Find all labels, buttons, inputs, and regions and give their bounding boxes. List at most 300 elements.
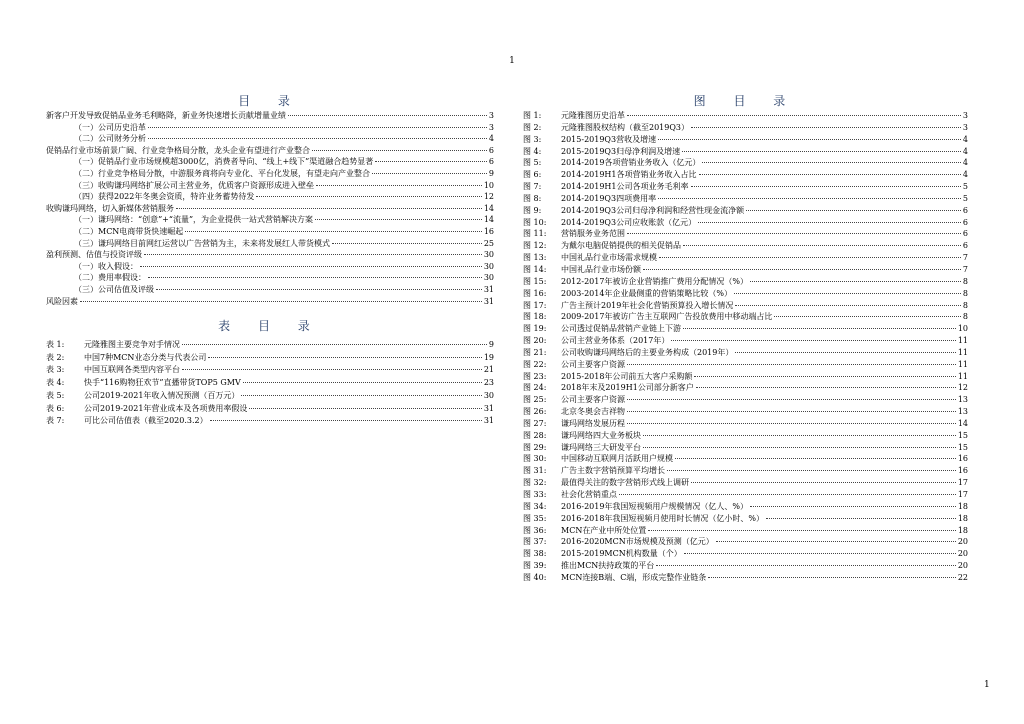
- toc-entry[interactable]: [46, 145, 494, 157]
- figure-entry-page: 6: [962, 217, 968, 227]
- figure-entry-page: 8: [962, 288, 968, 298]
- toc-entry[interactable]: [46, 203, 494, 215]
- figure-entry-label: 图 10:: [523, 217, 547, 227]
- figure-entry-label: 图 35:: [523, 513, 547, 523]
- dot-leader: [208, 357, 481, 358]
- figure-entry[interactable]: [523, 418, 968, 430]
- figure-entry-page: 16: [957, 454, 968, 464]
- figure-entry-label: 图 11:: [523, 229, 547, 239]
- dot-leader: [210, 420, 482, 421]
- dot-leader: [643, 435, 956, 436]
- dot-leader: [683, 245, 961, 246]
- table-entry-title: 中国7种MCN业态分类与代表公司: [84, 352, 207, 362]
- figure-entry[interactable]: [523, 465, 968, 477]
- figure-entry-title: 营销服务业务范围: [561, 229, 625, 239]
- toc-entry[interactable]: [46, 110, 494, 122]
- toc-entry[interactable]: [46, 249, 494, 261]
- figure-entry[interactable]: [523, 146, 968, 158]
- toc-entry-title: 收购谦玛网络，切入新媒体营销服务: [46, 203, 174, 213]
- toc-entry-title: （一）收入假设：: [74, 261, 138, 271]
- dot-leader: [658, 198, 961, 199]
- toc-entry[interactable]: [46, 156, 494, 168]
- toc-list: [46, 110, 494, 307]
- dot-leader: [375, 161, 487, 162]
- figure-entry[interactable]: [523, 181, 968, 193]
- toc-entry-title: （四）获得2022年冬奥会资质，特许业务蓄势待发: [74, 192, 255, 202]
- figure-entry[interactable]: [523, 513, 968, 525]
- figure-entry-page: 11: [957, 336, 968, 346]
- figure-entry-page: 7: [962, 253, 968, 263]
- figure-entry-page: 16: [957, 466, 968, 476]
- table-entry-title: 快手“116购物狂欢节”直播带货TOP5 GMV: [84, 378, 241, 388]
- toc-entry-page: 30: [483, 273, 494, 283]
- figure-entry-label: 图 15:: [523, 276, 547, 286]
- dot-leader: [256, 196, 481, 197]
- table-entry-label: 表 6:: [46, 403, 65, 413]
- figure-entry-title: 谦玛网络四大业务板块: [561, 430, 641, 440]
- figure-entry-title: 2014-2019各项营销业务收入（亿元）: [561, 158, 701, 168]
- figure-entry-label: 图 23:: [523, 371, 547, 381]
- dot-leader: [750, 506, 956, 507]
- toc-entry-page: 10: [483, 180, 494, 190]
- dot-leader: [148, 277, 482, 278]
- dot-leader: [156, 289, 482, 290]
- table-entry-label: 表 1:: [46, 340, 65, 350]
- table-entry[interactable]: [46, 364, 494, 377]
- figure-entry-label: 图 3:: [523, 134, 542, 144]
- figure-entry-page: 4: [962, 158, 968, 168]
- figure-entry-page: 18: [957, 525, 968, 535]
- table-entry-title: 中国互联网各类型内容平台: [84, 365, 180, 375]
- dot-leader: [627, 364, 956, 365]
- figure-entry[interactable]: [523, 252, 968, 264]
- figure-entry-title: 2009-2017年被访广告主互联网广告投放费用中移动端占比: [561, 312, 773, 322]
- figure-entry-title: 2015-2019Q3归母净利润及增速: [561, 146, 681, 156]
- dot-leader: [656, 565, 956, 566]
- figure-entry[interactable]: [523, 453, 968, 465]
- figure-entry-page: 4: [962, 146, 968, 156]
- figure-entry-title: 广告主数字营销预算平均增长: [561, 466, 665, 476]
- figure-entry-page: 8: [962, 312, 968, 322]
- toc-entry-title: （一）公司历史沿革: [74, 122, 146, 132]
- dot-leader: [683, 328, 956, 329]
- table-entry[interactable]: [46, 403, 494, 416]
- page-number-top: 1: [509, 56, 515, 66]
- toc-entry-page: 31: [483, 296, 494, 306]
- figure-list-heading: 图 目 录: [693, 94, 798, 108]
- figure-entry[interactable]: [523, 489, 968, 501]
- dot-leader: [696, 387, 956, 388]
- toc-entry[interactable]: [46, 122, 494, 134]
- dot-leader: [702, 162, 960, 163]
- figure-entry-title: 2014-2019Q3四项费用率: [561, 193, 657, 203]
- table-entry-label: 表 2:: [46, 352, 65, 362]
- figure-entry-page: 13: [957, 395, 968, 405]
- figure-entry-label: 图 8:: [523, 193, 542, 203]
- figure-entry-page: 13: [957, 407, 968, 417]
- figure-entry-label: 图 25:: [523, 395, 547, 405]
- dot-leader: [691, 127, 961, 128]
- figure-entry-label: 图 38:: [523, 549, 547, 559]
- dot-leader: [176, 208, 482, 209]
- figure-entry-page: 18: [957, 513, 968, 523]
- figure-entry-page: 5: [962, 193, 968, 203]
- figure-list: [523, 110, 968, 584]
- toc-entry[interactable]: [46, 272, 494, 284]
- toc-entry-page: 30: [483, 261, 494, 271]
- toc-entry-title: （一）谦玛网络：“创意”+“流量”，为企业提供一站式营销解决方案: [74, 215, 314, 225]
- toc-entry-title: （一）促销品行业市场规模超3000亿，消费者导向、“线上+线下”渠道融合趋势显著: [74, 157, 374, 167]
- table-list: [46, 339, 494, 428]
- toc-entry[interactable]: [46, 214, 494, 226]
- figure-entry-title: 中国礼品行业市场需求规模: [561, 253, 657, 263]
- figure-entry[interactable]: [523, 371, 968, 383]
- figure-entry-label: 图 22:: [523, 359, 547, 369]
- figure-entry[interactable]: [523, 382, 968, 394]
- toc-entry-page: 16: [483, 226, 494, 236]
- figure-entry-page: 6: [962, 205, 968, 215]
- figure-entry-page: 12: [957, 383, 968, 393]
- figure-entry-page: 11: [957, 347, 968, 357]
- toc-entry-page: 6: [488, 157, 494, 167]
- dot-leader: [372, 173, 487, 174]
- dot-leader: [144, 254, 482, 255]
- toc-entry[interactable]: [46, 261, 494, 273]
- toc-entry-title: （二）费用率假设：: [74, 273, 146, 283]
- figure-entry-page: 8: [962, 300, 968, 310]
- toc-entry-page: 31: [483, 284, 494, 294]
- figure-entry[interactable]: [523, 264, 968, 276]
- toc-entry-page: 30: [483, 250, 494, 260]
- figure-entry[interactable]: [523, 501, 968, 513]
- dot-leader: [734, 293, 961, 294]
- figure-entry-title: 公司主营业务体系（2017年）: [561, 336, 670, 346]
- figure-entry-label: 图 34:: [523, 501, 547, 511]
- figure-entry[interactable]: [523, 193, 968, 205]
- dot-leader: [627, 115, 961, 116]
- table-list-heading: 表 目 录: [218, 319, 322, 334]
- toc-entry[interactable]: [46, 168, 494, 180]
- table-entry[interactable]: [46, 352, 494, 365]
- figure-entry[interactable]: [523, 169, 968, 181]
- figure-entry-title: MCN在产业中所处位置: [561, 525, 647, 535]
- figure-entry[interactable]: [523, 276, 968, 288]
- figure-entry-page: 4: [962, 134, 968, 144]
- figure-entry-label: 图 18:: [523, 312, 547, 322]
- table-entry-title: 公司2019-2021年营业成本及各项费用率假设: [84, 403, 248, 413]
- dot-leader: [694, 376, 955, 377]
- figure-entry[interactable]: [523, 359, 968, 371]
- figure-entry-label: 图 33:: [523, 490, 547, 499]
- figure-entry[interactable]: [523, 323, 968, 335]
- dot-leader: [316, 185, 482, 186]
- table-entry-page: 9: [488, 340, 494, 350]
- dot-leader: [312, 150, 487, 151]
- figure-entry-label: 图 7:: [523, 182, 542, 192]
- dot-leader: [249, 408, 481, 409]
- dot-leader: [675, 458, 956, 459]
- figure-entry-title: 元隆雅图历史沿革: [561, 111, 625, 120]
- figure-entry-label: 图 14:: [523, 264, 547, 274]
- toc-entry[interactable]: [46, 180, 494, 192]
- figure-entry[interactable]: [523, 217, 968, 229]
- page-number-bottom: 1: [984, 680, 990, 690]
- figure-entry-page: 18: [957, 501, 968, 511]
- figure-entry-label: 图 20:: [523, 336, 547, 346]
- figure-entry-label: 图 24:: [523, 383, 547, 393]
- dot-leader: [243, 382, 482, 383]
- figure-entry-title: 2015-2019MCN机构数量（个）: [561, 549, 682, 559]
- figure-entry[interactable]: [523, 394, 968, 406]
- table-entry[interactable]: [46, 339, 494, 352]
- figure-entry-title: 2018年末及2019H1公司部分新客户: [561, 383, 694, 393]
- figure-entry[interactable]: [523, 134, 968, 146]
- dot-leader: [682, 151, 961, 152]
- figure-entry-title: 2003-2014年企业最侧重的营销策略比较（%）: [561, 288, 733, 298]
- dot-leader: [241, 395, 481, 396]
- figure-entry-page: 11: [957, 359, 968, 369]
- figure-entry-title: 2014-2019H1各项营销业务收入占比: [561, 170, 697, 180]
- dot-leader: [332, 243, 482, 244]
- figure-entry-page: 10: [957, 324, 968, 334]
- dot-leader: [774, 316, 960, 317]
- figure-entry[interactable]: [523, 536, 968, 548]
- figure-entry-page: 20: [957, 549, 968, 559]
- figure-entry-title: 公司主要客户资源: [561, 359, 625, 369]
- figure-entry-label: 图 26:: [523, 407, 547, 417]
- figure-entry-label: 图 37:: [523, 537, 547, 547]
- figure-entry-label: 图 21:: [523, 347, 547, 357]
- figure-entry-title: 谦玛网络三大研发平台: [561, 442, 641, 452]
- toc-entry-page: 25: [483, 238, 494, 248]
- table-entry-page: 31: [483, 403, 494, 413]
- figure-entry-page: 22: [957, 572, 968, 582]
- toc-entry-title: 盈利预测、估值与投资评级: [46, 250, 142, 260]
- figure-entry-label: 图 32:: [523, 478, 547, 488]
- table-entry-label: 表 3:: [46, 365, 65, 375]
- table-entry[interactable]: [46, 377, 494, 390]
- dot-leader: [735, 352, 955, 353]
- dot-leader: [643, 447, 956, 448]
- figure-entry-label: 图 40:: [523, 572, 547, 582]
- figure-entry-label: 图 19:: [523, 324, 547, 334]
- figure-entry-page: 6: [962, 241, 968, 251]
- table-entry-title: 可比公司估值表（截至2020.3.2）: [84, 416, 208, 426]
- figure-entry[interactable]: [523, 572, 968, 584]
- figure-entry-label: 图 39:: [523, 561, 547, 571]
- toc-entry-title: 风险因素: [46, 296, 78, 306]
- dot-leader: [716, 541, 956, 542]
- figure-entry-label: 图 17:: [523, 300, 547, 310]
- dot-leader: [746, 210, 961, 211]
- figure-entry-title: 2016-2020MCN市场规模及预测（亿元）: [561, 537, 714, 547]
- figure-entry-page: 7: [962, 264, 968, 274]
- toc-entry[interactable]: [46, 133, 494, 145]
- figure-entry-page: 11: [957, 371, 968, 381]
- dot-leader: [288, 115, 487, 116]
- dot-leader: [619, 494, 956, 495]
- toc-entry-title: （三）公司估值及评级: [74, 284, 154, 294]
- figure-entry-label: 图 30:: [523, 454, 547, 464]
- toc-entry[interactable]: [46, 284, 494, 296]
- figure-entry[interactable]: [523, 548, 968, 560]
- toc-entry-page: 6: [488, 145, 494, 155]
- figure-entry-label: 图 5:: [523, 158, 542, 168]
- figure-entry-label: 图 9:: [523, 205, 542, 215]
- dot-leader: [667, 470, 956, 471]
- dot-leader: [648, 530, 956, 531]
- toc-entry-page: 3: [488, 122, 494, 132]
- toc-entry-page: 9: [488, 168, 494, 178]
- figure-entry-page: 20: [957, 537, 968, 547]
- figure-entry[interactable]: [523, 311, 968, 323]
- figure-entry-page: 17: [957, 478, 968, 488]
- figure-entry-title: 公司主要客户资源: [561, 395, 625, 405]
- dot-leader: [627, 423, 956, 424]
- figure-entry[interactable]: [523, 560, 968, 572]
- figure-entry-page: 4: [962, 170, 968, 180]
- figure-entry[interactable]: [523, 288, 968, 300]
- figure-entry-title: 2014-2019H1公司各项业务毛利率: [561, 182, 689, 192]
- toc-entry[interactable]: [46, 238, 494, 250]
- table-entry-title: 元隆雅图主要竞争对手情况: [84, 340, 180, 350]
- figure-entry-title: MCN连接B端、C端，形成完整作业链条: [561, 572, 707, 582]
- figure-entry[interactable]: [523, 205, 968, 217]
- toc-entry-title: （三）谦玛网络目前网红运营以广告营销为主，未来将发展红人带货模式: [74, 238, 330, 248]
- figure-entry[interactable]: [523, 240, 968, 252]
- dot-leader: [627, 233, 961, 234]
- table-entry-label: 表 7:: [46, 416, 65, 426]
- dot-leader: [148, 127, 487, 128]
- table-entry[interactable]: [46, 415, 494, 428]
- left-column: [46, 92, 494, 428]
- toc-entry-title: （三）收购谦玛网络扩展公司主营业务，优质客户资源形成进入壁垒: [74, 180, 314, 190]
- table-entry-page: 21: [483, 365, 494, 375]
- table-entry-page: 19: [483, 352, 494, 362]
- table-entry[interactable]: [46, 390, 494, 403]
- toc-heading: 目 录: [238, 94, 302, 108]
- toc-entry-title: （二）MCN电商带货快速崛起: [74, 226, 184, 236]
- figure-entry-page: 3: [962, 111, 968, 120]
- toc-entry-page: 4: [488, 134, 494, 144]
- figure-entry[interactable]: [523, 157, 968, 169]
- figure-entry-title: 谦玛网络发展历程: [561, 418, 625, 428]
- dot-leader: [627, 399, 956, 400]
- toc-entry[interactable]: [46, 296, 494, 308]
- figure-entry[interactable]: [523, 430, 968, 442]
- figure-entry[interactable]: [523, 110, 968, 122]
- dot-leader: [140, 266, 482, 267]
- figure-entry-page: 14: [957, 418, 968, 428]
- figure-entry-label: 图 12:: [523, 241, 547, 251]
- figure-entry-title: 公司收购谦玛网络后的主要业务构成（2019年）: [561, 347, 734, 357]
- figure-entry[interactable]: [523, 300, 968, 312]
- figure-entry-title: 北京冬奥会吉祥物: [561, 407, 625, 417]
- table-entry-title: 公司2019-2021年收入情况预测（百万元）: [84, 390, 240, 400]
- figure-entry-title: 社会化营销重点: [561, 490, 617, 499]
- table-entry-page: 31: [483, 416, 494, 426]
- figure-entry-label: 图 36:: [523, 525, 547, 535]
- figure-entry-page: 17: [957, 490, 968, 499]
- figure-entry[interactable]: [523, 442, 968, 454]
- dot-leader: [659, 257, 961, 258]
- figure-entry-page: 6: [962, 229, 968, 239]
- figure-entry-title: 公司透过促销品营销产业链上下游: [561, 324, 681, 334]
- figure-entry-title: 2015-2018年公司前五大客户采购额: [561, 371, 693, 381]
- figure-entry-label: 图 27:: [523, 418, 547, 428]
- dot-leader: [148, 138, 487, 139]
- figure-entry-label: 图 16:: [523, 288, 547, 298]
- figure-entry-title: 中国礼品行业市场份额: [561, 264, 641, 274]
- table-entry-page: 23: [483, 378, 494, 388]
- figure-entry-title: 2016-2019年我国短视频用户规模情况（亿人、%）: [561, 501, 749, 511]
- dot-leader: [708, 577, 956, 578]
- figure-entry[interactable]: [523, 347, 968, 359]
- figure-entry-page: 20: [957, 561, 968, 571]
- figure-entry-title: 2014-2019Q3公司应收账款（亿元）: [561, 217, 697, 227]
- figure-entry-label: 图 2:: [523, 122, 542, 132]
- right-column: [523, 92, 968, 584]
- figure-entry-label: 图 28:: [523, 430, 547, 440]
- table-entry-label: 表 4:: [46, 378, 65, 388]
- figure-entry-title: 元隆雅图股权结构（截至2019Q3）: [561, 122, 690, 132]
- dot-leader: [182, 369, 482, 370]
- figure-entry[interactable]: [523, 406, 968, 418]
- toc-entry-title: （二）公司财务分析: [74, 134, 146, 144]
- dot-leader: [684, 553, 956, 554]
- figure-entry-title: 2014-2019Q3公司归母净利润和经营性现金流净额: [561, 205, 745, 215]
- figure-entry-title: 中国移动互联网月活跃用户规模: [561, 454, 673, 464]
- toc-entry-title: （二）行业竞争格局分散，中游服务商将向专业化、平台化发展，有望走向产业整合: [74, 168, 370, 178]
- dot-leader: [691, 482, 956, 483]
- dot-leader: [658, 139, 961, 140]
- figure-entry-page: 5: [962, 182, 968, 192]
- toc-entry-page: 14: [483, 203, 494, 213]
- toc-entry-title: 新客户开发导致促销品业务毛利略降，新业务快速增长贡献增量业绩: [46, 111, 286, 120]
- toc-entry-title: 促销品行业市场前景广阔、行业竞争格局分散，龙头企业有望进行产业整合: [46, 145, 310, 155]
- figure-entry[interactable]: [523, 122, 968, 134]
- figure-entry-title: 2015-2019Q3营收及增速: [561, 134, 657, 144]
- toc-entry-page: 14: [483, 215, 494, 225]
- dot-leader: [315, 219, 482, 220]
- figure-entry-label: 图 31:: [523, 466, 547, 476]
- dot-leader: [699, 174, 961, 175]
- figure-entry-title: 推出MCN扶持政策的平台: [561, 561, 655, 571]
- toc-entry[interactable]: [46, 226, 494, 238]
- dot-leader: [698, 222, 961, 223]
- table-entry-page: 30: [483, 390, 494, 400]
- figure-entry-label: 图 13:: [523, 253, 547, 263]
- dot-leader: [182, 344, 487, 345]
- figure-entry-page: 15: [957, 442, 968, 452]
- figure-entry-page: 3: [962, 122, 968, 132]
- dot-leader: [80, 301, 482, 302]
- figure-entry-page: 8: [962, 276, 968, 286]
- dot-leader: [627, 411, 956, 412]
- figure-entry-title: 2012-2017年被访企业营销推广费用分配情况（%）: [561, 276, 749, 286]
- figure-entry[interactable]: [523, 228, 968, 240]
- dot-leader: [766, 518, 956, 519]
- dot-leader: [643, 269, 961, 270]
- dot-leader: [185, 231, 482, 232]
- figure-entry[interactable]: [523, 525, 968, 537]
- figure-entry[interactable]: [523, 477, 968, 489]
- figure-entry-label: 图 4:: [523, 146, 542, 156]
- figure-entry[interactable]: [523, 335, 968, 347]
- figure-entry-title: 为戴尔电脑促销提供的相关促销品: [561, 241, 681, 251]
- figure-entry-label: 图 1:: [523, 111, 542, 120]
- toc-entry[interactable]: [46, 191, 494, 203]
